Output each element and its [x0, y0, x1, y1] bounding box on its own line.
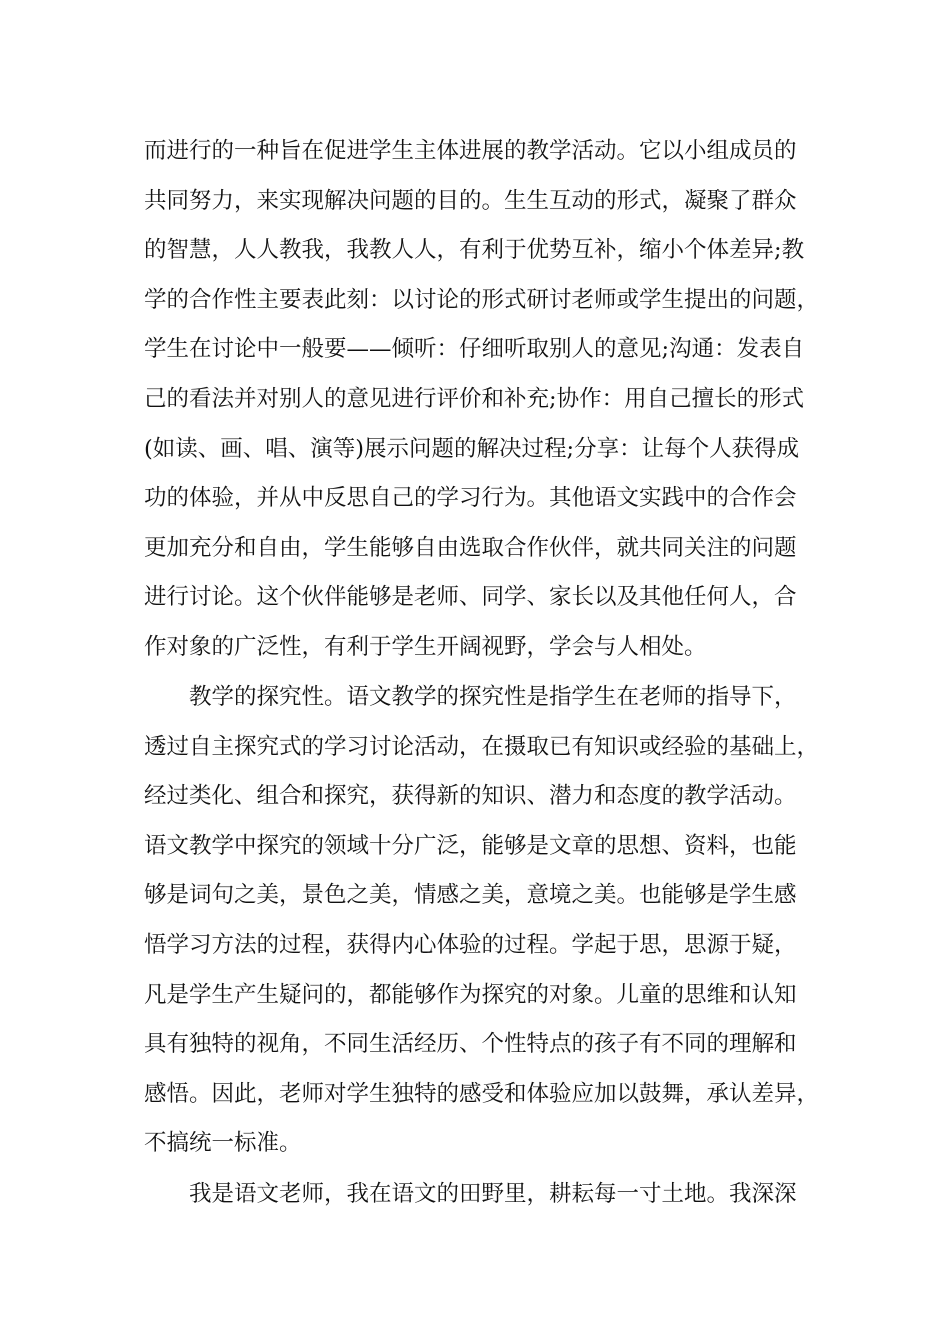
- text-line: 学生在讨论中一般要——倾听：仔细听取别人的意见;沟通：发表自: [144, 336, 805, 363]
- text-line: 作对象的广泛性，有利于学生开阔视野，学会与人相处。: [144, 633, 707, 660]
- text-line: 共同努力，来实现解决问题的目的。生生互动的形式，凝聚了群众: [144, 187, 797, 214]
- paragraph-1: [144, 127, 824, 673]
- text-line: 学的合作性主要表此刻：以讨论的形式研讨老师或学生提出的问题，: [144, 286, 820, 313]
- text-line: 经过类化、组合和探究，获得新的知识、潜力和态度的教学活动。: [144, 783, 797, 810]
- text-line: 凡是学生产生疑问的，都能够作为探究的对象。儿童的思维和认知: [144, 981, 797, 1008]
- text-line: 而进行的一种旨在促进学生主体进展的教学活动。它以小组成员的: [144, 138, 797, 164]
- text-line: 更加充分和自由，学生能够自由选取合作伙伴，就共同关注的问题: [144, 534, 797, 561]
- paragraph-3: [144, 1170, 824, 1220]
- text-line: 进行讨论。这个伙伴能够是老师、同学、家长以及其他任何人，合: [144, 584, 797, 611]
- text-line: 的智慧，人人教我，我教人人，有利于优势互补，缩小个体差异;教: [144, 237, 805, 264]
- text-line: 我是语文老师，我在语文的田野里，耕耘每一寸土地。我深深: [189, 1181, 797, 1207]
- text-line: 不搞统一标准。: [144, 1130, 302, 1157]
- text-line: 感悟。因此，老师对学生独特的感受和体验应加以鼓舞，承认差异，: [144, 1080, 820, 1107]
- text-line: 己的看法并对别人的意见进行评价和补充;协作：用自己擅长的形式: [144, 385, 805, 412]
- text-line: (如读、画、唱、演等)展示问题的解决过程;分享：让每个人获得成: [144, 435, 800, 462]
- text-line: 具有独特的视角，不同生活经历、个性特点的孩子有不同的理解和: [144, 1031, 797, 1058]
- text-line: 教学的探究性。语文教学的探究性是指学生在老师的指导下，: [189, 684, 797, 710]
- text-line: 功的体验，并从中反思自己的学习行为。其他语文实践中的合作会: [144, 485, 797, 512]
- text-line: 透过自主探究式的学习讨论活动，在摄取已有知识或经验的基础上，: [144, 733, 820, 760]
- text-line: 语文教学中探究的领域十分广泛，能够是文章的思想、资料，也能: [144, 832, 797, 859]
- text-line: 够是词句之美，景色之美，情感之美，意境之美。也能够是学生感: [144, 882, 797, 909]
- text-line: 悟学习方法的过程，获得内心体验的过程。学起于思，思源于疑，: [144, 931, 797, 958]
- paragraph-2: [144, 673, 824, 1169]
